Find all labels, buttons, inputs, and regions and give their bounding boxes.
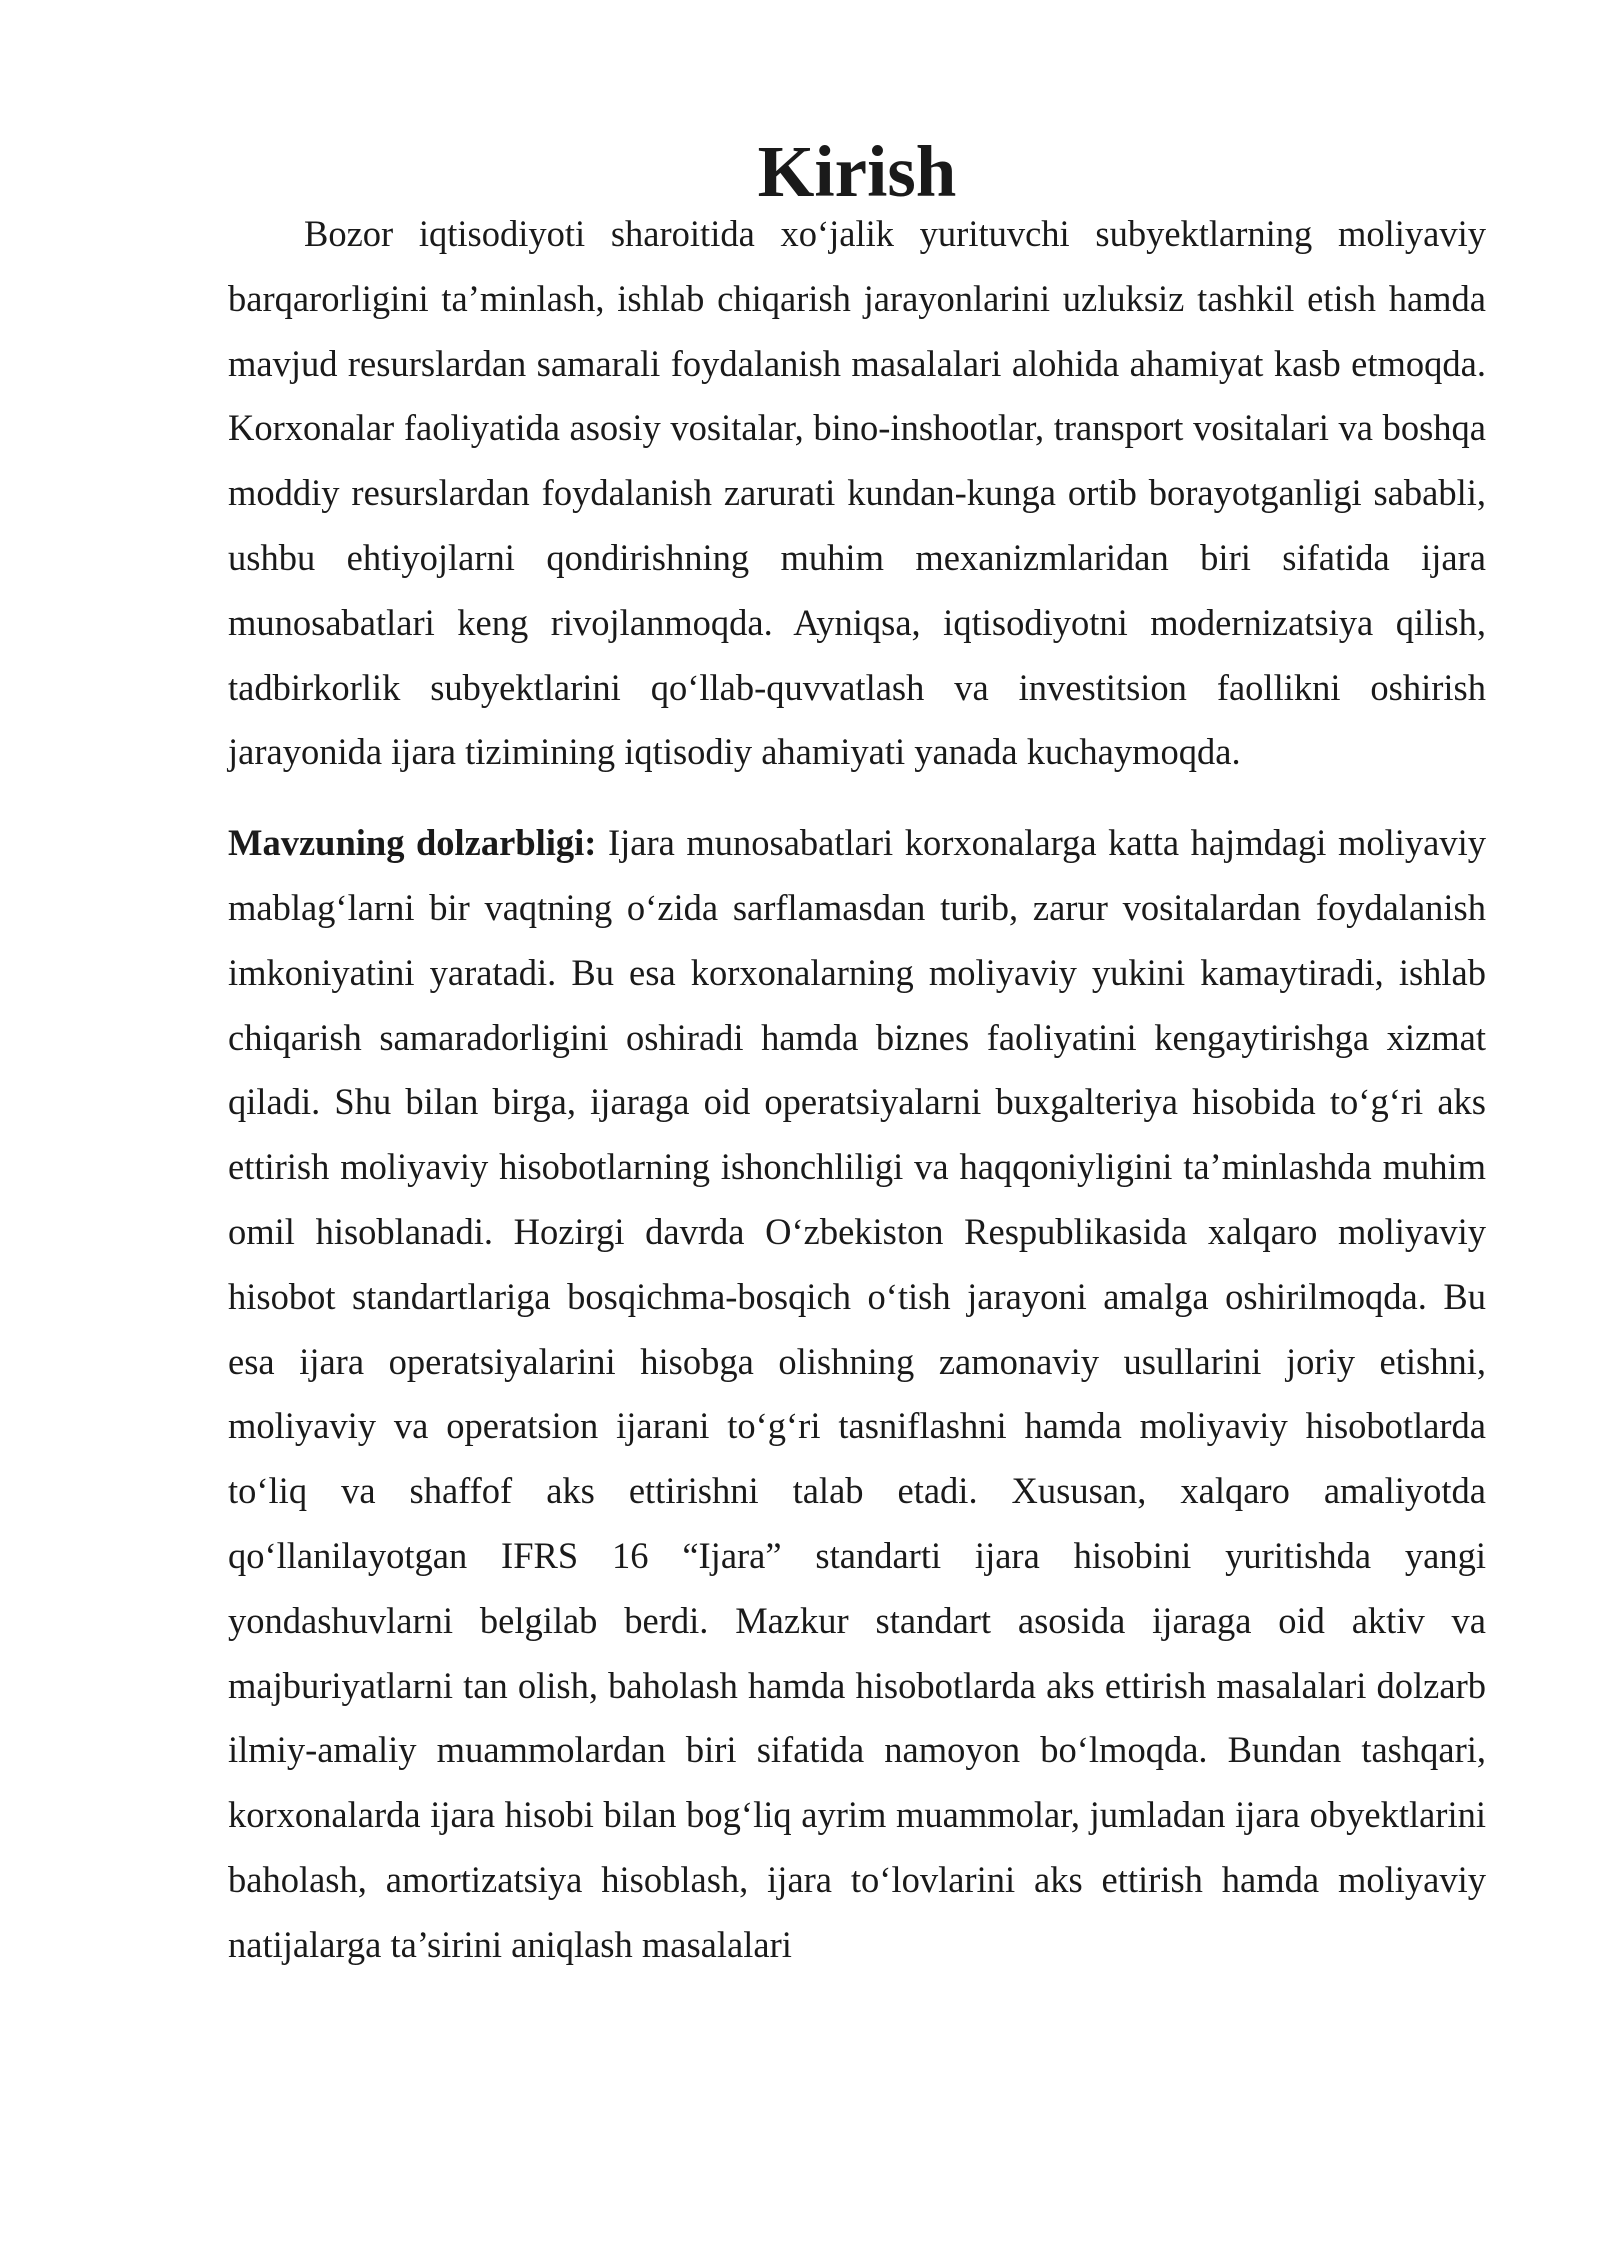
relevance-text: Ijara munosabatlari korxonalarga katta hajmdagi moliyaviy mablag‘larni bir vaqtning o‘zida sarflamasdan turib, zarur vositalardan foydalanish imkoniyatini yaratadi. Bu esa korxonalarning moliyaviy yukini kamaytiradi, ishlab chiqarish samaradorligini oshiradi hamda biznes faoliyatini kengaytirishga xizmat qiladi. Shu bilan birga, ijaraga oid operatsiyalarni buxgalteriya hisobida to‘g‘ri aks ettirish moliyaviy hisobotlarning ishonchliligi va haqqoniyligini ta’minlashda muhim omil hisoblanadi. Hozirgi davrda O‘zbekiston Respublikasida xalqaro moliyaviy hisobot standartlariga bosqichma-bosqich o‘tish jarayoni amalga oshirilmoqda. Bu esa ijara operatsiyalarini hisobga olishning zamonaviy usullarini joriy etishni, moliyaviy va operatsion ijarani to‘g‘ri tasniflashni hamda moliyaviy hisobotlarda to‘liq va shaffof aks ettirishni talab etadi. Xususan, xalqaro amaliyotda qo‘llanilayotgan IFRS 16 “Ijara” standarti ijara hisobini yuritishda yangi yondashuvlarni belgilab berdi. Mazkur standart asosida ijaraga oid aktiv va majburiyatlarni tan olish, baholash hamda hisobotlarda aks ettirish masalalari dolzarb ilmiy-amaliy muammolardan biri sifatida namoyon bo‘lmoqda. Bundan tashqari, korxonalarda ijara hisobi bilan bog‘liq ayrim muammolar, jumladan ijara obyektlarini baholash, amortizatsiya hisoblash, ijara to‘lovlarini aks ettirish hamda moliyaviy natijalarga ta’sirini aniqlash masalalari — [228, 822, 1486, 1965]
relevance-paragraph — [228, 811, 1486, 1977]
relevance-heading: Mavzuning dolzarbligi: — [228, 822, 597, 864]
page-title: Kirish — [757, 131, 957, 212]
document-body — [228, 131, 1486, 1978]
intro-paragraph: Bozor iqtisodiyoti sharoitida xo‘jalik yurituvchi subyektlarning moliyaviy barqarorligini ta’minlash, ishlab chiqarish jarayonlarini uzluksiz tashkil etish hamda mavjud resurslardan samarali foydalanish masalalari alohida ahamiyat kasb etmoqda. Korxonalar faoliyatida asosiy vositalar, bino-inshootlar, transport vositalari va boshqa moddiy resurslardan foydalanish zarurati kundan-kunga ortib borayotganligi sababli, ushbu ehtiyojlarni qondirishning muhim mexanizmlaridan biri sifatida ijara munosabatlari keng rivojlanmoqda. Ayniqsa, iqtisodiyotni modernizatsiya qilish, tadbirkorlik subyektlarini qo‘llab-quvvatlash va investitsion faollikni oshirish jarayonida ijara tizimining iqtisodiy ahamiyati yanada kuchaymoqda. — [228, 213, 1486, 773]
